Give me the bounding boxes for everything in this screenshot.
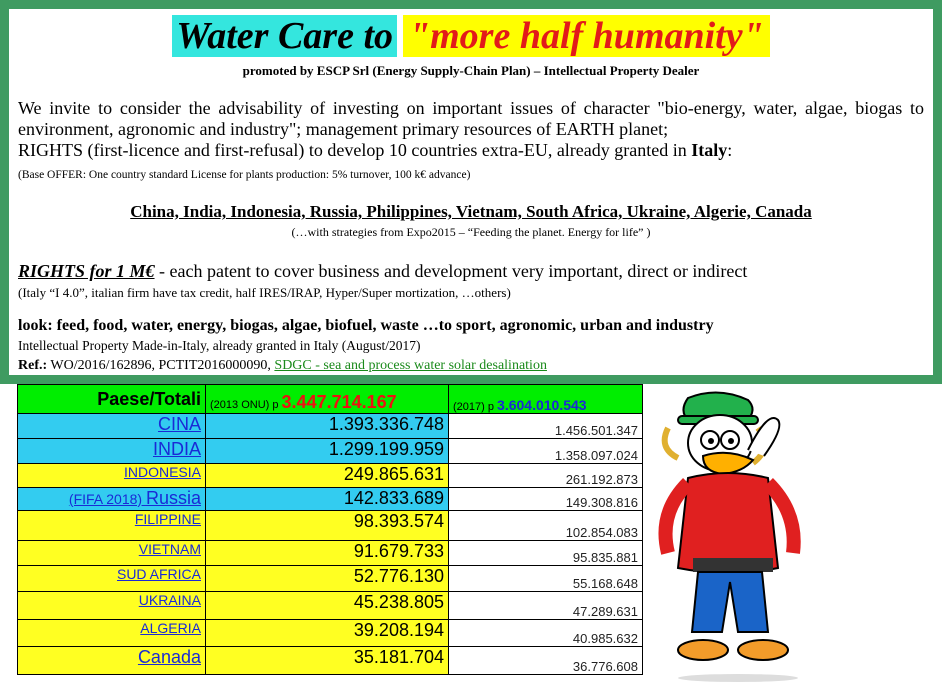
country-name[interactable]: ALGERIA xyxy=(140,620,201,636)
value-2017: 102.854.083 xyxy=(449,511,643,541)
table-row xyxy=(18,566,643,592)
title-part1: Water Care to xyxy=(172,15,397,57)
value-2017: 95.835.881 xyxy=(449,541,643,566)
value-2013: 1.299.199.959 xyxy=(206,439,449,464)
subtitle: promoted by ESCP Srl (Energy Supply-Chain Plan) – Intellectual Property Dealer xyxy=(242,63,700,78)
base-offer: (Base OFFER: One country standard License for plants production: 5% turnover, 100 k€ advance) xyxy=(18,169,471,181)
table-row xyxy=(18,439,643,464)
value-2017: 1.456.501.347 xyxy=(449,414,643,439)
header-2017-prefix: (2017) p xyxy=(453,401,494,413)
title-part2: "more half humanity" xyxy=(403,15,770,57)
population-table xyxy=(17,384,643,675)
header-2013-prefix: (2013 ONU) p xyxy=(210,399,279,411)
rights-label: RIGHTS for 1 M€ xyxy=(18,261,155,281)
country-cell[interactable] xyxy=(18,439,206,464)
country-name[interactable]: CINA xyxy=(157,414,201,434)
value-2013: 91.679.733 xyxy=(206,541,449,566)
value-2017: 261.192.873 xyxy=(449,464,643,488)
country-prefix: (FIFA 2018) xyxy=(68,491,146,507)
country-name[interactable]: Russia xyxy=(145,488,201,508)
value-2017: 149.308.816 xyxy=(449,488,643,511)
ref-label: Ref.: xyxy=(18,358,48,373)
table-row xyxy=(18,647,643,675)
value-2017: 47.289.631 xyxy=(449,592,643,620)
rights-line xyxy=(18,261,924,282)
country-name[interactable]: SUD AFRICA xyxy=(116,566,201,582)
look-line: look: feed, food, water, energy, biogas, algae, biofuel, waste …to sport, agronomic, urban and industry xyxy=(18,317,714,334)
country-name[interactable]: Canada xyxy=(137,647,201,667)
country-name[interactable]: INDIA xyxy=(152,439,201,459)
value-2013: 142.833.689 xyxy=(206,488,449,511)
ref-line xyxy=(18,358,924,374)
value-2013: 52.776.130 xyxy=(206,566,449,592)
value-2013: 45.238.805 xyxy=(206,592,449,620)
value-2017: 1.358.097.024 xyxy=(449,439,643,464)
table-header xyxy=(18,385,643,414)
country-cell[interactable] xyxy=(18,592,206,620)
table-row xyxy=(18,414,643,439)
country-cell[interactable] xyxy=(18,488,206,511)
invite-paragraph xyxy=(18,98,924,161)
value-2017: 40.985.632 xyxy=(449,620,643,647)
rights-text: - each patent to cover business and development very important, direct or indirect xyxy=(154,261,748,281)
expo-line: (…with strategies from Expo2015 – “Feeding the planet. Energy for life” ) xyxy=(291,225,651,239)
table-row xyxy=(18,511,643,541)
table-row xyxy=(18,541,643,566)
header-2013 xyxy=(206,385,449,414)
value-2013: 35.181.704 xyxy=(206,647,449,675)
countries-line: China, India, Indonesia, Russia, Philippines, Vietnam, South Africa, Ukraine, Algerie, Canada xyxy=(130,202,812,221)
ip-line: Intellectual Property Made-in-Italy, already granted in Italy (August/2017) xyxy=(18,338,421,353)
header-2017-value: 3.604.010.543 xyxy=(497,397,587,413)
italy-line: (Italy “I 4.0”, italian firm have tax credit, half IRES/IRAP, Hyper/Super mortization, …others) xyxy=(18,285,511,300)
country-name[interactable]: VIETNAM xyxy=(138,541,201,557)
invite-last: RIGHTS (first-licence and first-refusal) to develop 10 countries extra-EU, already granted in xyxy=(18,140,687,160)
cartoon-duck-icon xyxy=(648,388,828,684)
country-name[interactable]: FILIPPINE xyxy=(134,511,201,527)
country-cell[interactable] xyxy=(18,464,206,488)
page-title xyxy=(9,14,933,58)
value-2013: 1.393.336.748 xyxy=(206,414,449,439)
header-2013-value: 3.447.714.167 xyxy=(281,392,397,412)
country-cell[interactable] xyxy=(18,647,206,675)
country-name[interactable]: INDONESIA xyxy=(123,464,201,480)
table-row xyxy=(18,592,643,620)
value-2017: 36.776.608 xyxy=(449,647,643,675)
invite-colon: : xyxy=(727,140,733,160)
ref-link[interactable]: SDGC - sea and process water solar desalination xyxy=(274,358,547,373)
value-2013: 249.865.631 xyxy=(206,464,449,488)
country-name[interactable]: UKRAINA xyxy=(138,592,201,608)
header-2017 xyxy=(449,385,643,414)
header-label: Paese/Totali xyxy=(18,385,206,414)
table-row xyxy=(18,464,643,488)
ref-text: WO/2016/162896, PCTIT2016000090, xyxy=(47,358,275,373)
country-cell[interactable] xyxy=(18,620,206,647)
value-2013: 39.208.194 xyxy=(206,620,449,647)
value-2013: 98.393.574 xyxy=(206,511,449,541)
invite-main: We invite to consider the advisability of investing on important issues of character "bio-energy, water, algae, biogas to environment, agronomic and industry"; management primary resources of EARTH planet; xyxy=(18,98,924,139)
country-cell[interactable] xyxy=(18,511,206,541)
table-row xyxy=(18,488,643,511)
country-cell[interactable] xyxy=(18,414,206,439)
country-cell[interactable] xyxy=(18,541,206,566)
value-2017: 55.168.648 xyxy=(449,566,643,592)
invite-italy: Italy xyxy=(691,140,728,160)
table-row xyxy=(18,620,643,647)
country-cell[interactable] xyxy=(18,566,206,592)
